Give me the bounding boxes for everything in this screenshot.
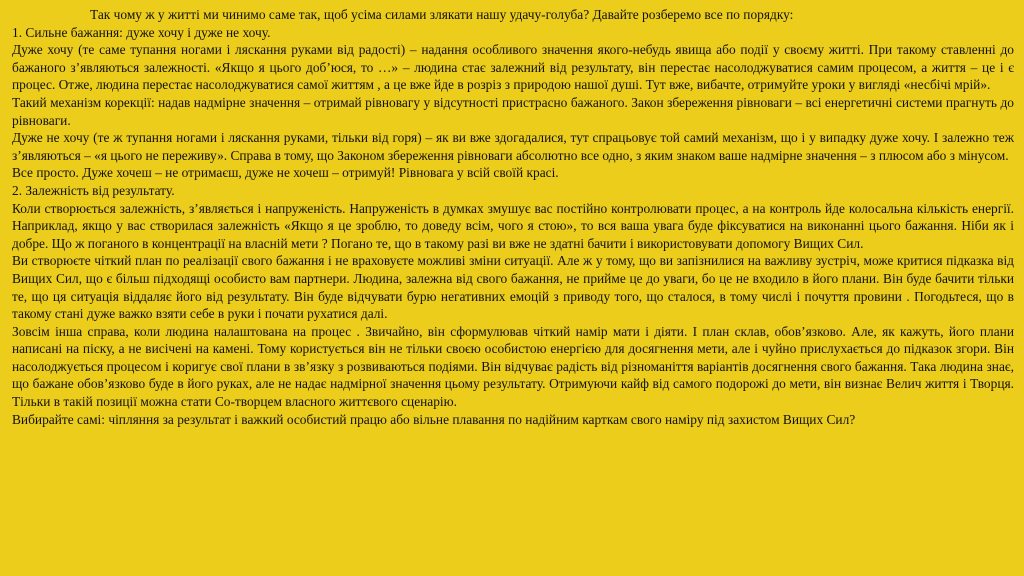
paragraph-really-dont-want: Дуже не хочу (те ж тупання ногами і ляскання руками, тільки від горя) – як ви вже здогадалися, тут спрацьовує той самий механізм, що і у випадку дуже хочу. І залежно теж з’являються – «я цього не переживу». Справа в тому, що Законом збереження рівноваги абсолютно все одно, з яким знаком ваше надмірне значення – з плюсом або з мінусом. xyxy=(12,130,1014,163)
intro-paragraph: Так чому ж у житті ми чинимо саме так, щоб усіма силами злякати нашу удачу-голуба? Давайте розберемо все по порядку: xyxy=(90,7,794,22)
section-heading-strong-desire: 1. Сильне бажання: дуже хочу і дуже не хочу. xyxy=(12,24,271,40)
paragraph-correction-mechanism: Такий механізм корекції: надав надмірне значення – отримай рівновагу у відсутності пристрасно бажаного. Закон збереження рівноваги – всі енергетичні системи прагнуть до рівноваги. xyxy=(12,94,1014,128)
paragraph-really-want: Дуже хочу (те саме тупання ногами і ляскання руками від радості) – надання особливого значення якого-небудь явища або події у своєму житті. При такому ставленні до бажаного з’являються залежності. «Якщо я цього доб’юся, то …» – людина стає залежний від результату, він перестає насолоджуватися самим процесом, а життя – це і є процес. Отже, людина перестає насолоджуватися самої життям , а це вже йде в розріз з природою нашої душі. Тут вже, вибачте, отримуйте уроки у вигляді «несбічі мрій». xyxy=(12,42,1014,93)
section-heading-dependence: 2. Залежність від результату. xyxy=(12,182,175,198)
paragraph-simple: Все просто. Дуже хочеш – не отримаєш, дуже не хочеш – отримуй! Рівновага у всій своїй красі. xyxy=(12,165,559,181)
paragraph-tension: Коли створюється залежність, з’являється і напруженість. Напруженість в думках змушує вас постійно контролювати процес, а на контроль йде колосальна кількість енергії. Наприклад, якщо у вас створилася залежність «Якщо я це зроблю, то доведу всім, чого я стою», то вся ваша увага буде фіксуватися на виконанні цього бажання. Ніби як і добре. Що ж поганого в концентрації на власній мети ? Погано те, що в такому разі ви вже не здатні бачити і використовувати допомогу Вищих Сил. xyxy=(12,200,1014,251)
paragraph-clear-plan: Ви створюєте чіткий план по реалізації свого бажання і не враховуєте можливі зміни ситуації. Але ж у тому, що ви запізнилися на важливу зустріч, може критися підказка від Вищих Сил, що є більш підходящі особисто вам партнери. Людина, залежна від свого бажання, не прийме це до уваги, бо це не входило в його плани. Він буде бачити тільки те, що ця ситуація віддаляє його від результату. Він буде відчувати бурю негативних емоцій з приводу того, що сталося, в тому числі і почуття провини . Погодьтеся, що в такому стані дуже важко взяти себе в руки і почати рухатися далі. xyxy=(12,253,1014,322)
paragraph-process: Зовсім інша справа, коли людина налаштована на процес . Звичайно, він сформулював чіткий намір мати і діяти. І план склав, обов’язково. Але, як кажуть, його плани написані на піску, а не висічені на камені. Тому користується він не тільки своєю особистою енергією для досягнення мети, але і чуйно прислухається до підказок згори. Він насолоджується процесом і коригує свої плани в зв’язку з розвиваються подіями. Він відчуває радість від різноманіття варіантів досягнення свого бажання. Така людина знає, що бажане обов’язково буде в його руках, але не надає надмірної значення цьому результату. Отримуючи кайф від самого подорожі до мети, він визнає Велич життя і Творця. Тільки в такій позиції можна стати Со-творцем власного життєвого сценарію. xyxy=(12,323,1014,410)
paragraph-choose: Вибирайте самі: чіпляння за результат і важкий особистий працю або вільне плавання по надійним карткам свого наміру під захистом Вищих Сил? xyxy=(12,411,856,427)
